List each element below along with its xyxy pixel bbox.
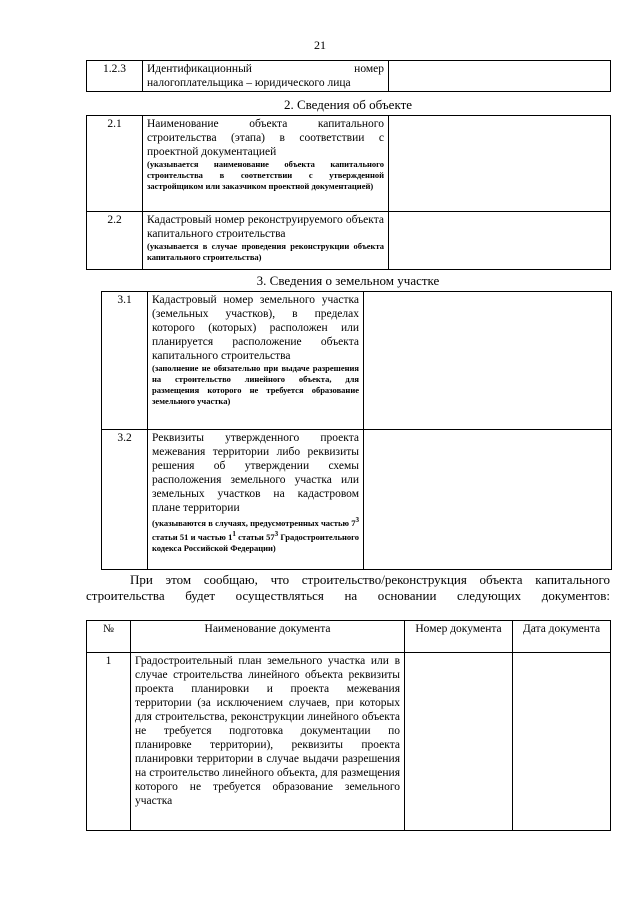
field-note: (заполнение не обязательно при выдаче разрешения на строительство линейного объекта, для размещения которого не требуется образование земельного участка)	[152, 363, 359, 406]
field-note: (указывается в случае проведения реконструкции объекта капитального строительства)	[147, 241, 384, 262]
table-row	[87, 61, 611, 92]
note-part: Градостроительного кодекса Российской Федерации)	[152, 531, 359, 553]
object-table	[86, 115, 611, 270]
superscript: 3	[355, 516, 359, 524]
table-header-row	[87, 621, 611, 653]
value-cell[interactable]	[364, 430, 612, 570]
documents-table	[86, 620, 611, 831]
intro-paragraph-text: При этом сообщаю, что строительство/реконструкция объекта капитального строительства будет осуществляться на основании следующих документов:	[86, 572, 610, 603]
field-text: Кадастровый номер земельного участка (земельных участков), в пределах которого (которых) расположен или планируется расположение объекта капитального строительства	[152, 294, 359, 362]
field-label	[148, 430, 364, 570]
table-row	[87, 116, 611, 212]
superscript: 3	[274, 529, 279, 538]
value-cell[interactable]	[389, 61, 611, 92]
document-name: Градостроительный план земельного участка или в случае строительства линейного объекта реквизиты проекта планировки и проекта межевания территории (за исключением случаев, при которых для строительства, реконструкции линейного объекта не требуется подготовка документации по планировке территории), реквизиты проекта планировки территории в случае выдачи разрешения на строительство линейного объекта, для размещения которого не требуется образование земельного участка	[131, 653, 405, 831]
table-row	[102, 292, 612, 430]
field-label	[143, 61, 389, 92]
intro-paragraph	[86, 572, 610, 604]
row-number: 3.2	[102, 430, 148, 570]
section-title-land: 3. Сведения о земельном участке	[256, 273, 440, 288]
document-date-cell[interactable]	[513, 653, 611, 831]
page-number: 21	[314, 38, 326, 52]
value-cell[interactable]	[389, 212, 611, 270]
row-number: 1.2.3	[87, 61, 143, 92]
value-cell[interactable]	[389, 116, 611, 212]
row-number: 1	[87, 653, 131, 831]
value-cell[interactable]	[364, 292, 612, 430]
field-label	[148, 292, 364, 430]
field-label-line2: налогоплательщика – юридического лица	[147, 77, 351, 89]
field-note	[152, 515, 359, 554]
field-label-line1: Идентификационный номер	[147, 63, 384, 75]
note-part: статьи 57	[235, 531, 275, 542]
column-header: Дата документа	[513, 621, 611, 653]
field-text: Кадастровый номер реконструируемого объекта капитального строительства	[147, 214, 384, 240]
document-number-cell[interactable]	[405, 653, 513, 831]
table-row	[87, 212, 611, 270]
field-note: (указывается наименование объекта капитального строительства в соответствии с утвержденной застройщиком или заказчиком проектной документацией)	[147, 159, 384, 191]
superscript: 1	[232, 529, 236, 538]
field-label	[143, 212, 389, 270]
column-header: Наименование документа	[131, 621, 405, 653]
applicant-table	[86, 60, 611, 92]
field-text: Реквизиты утвержденного проекта межевания территории либо реквизиты решения об утверждении схемы расположения земельного участка или земельных участков на кадастровом плане территории	[152, 432, 359, 514]
field-label	[143, 116, 389, 212]
note-part: (указываются в случаях, предусмотренных частью 7	[152, 517, 356, 528]
note-part: статьи 51 и частью 1	[152, 531, 233, 542]
column-header: Номер документа	[405, 621, 513, 653]
column-header: №	[87, 621, 131, 653]
row-number: 2.2	[87, 212, 143, 270]
section-title-object: 2. Сведения об объекте	[283, 97, 413, 112]
table-row	[102, 430, 612, 570]
field-text: Наименование объекта капитального строительства (этапа) в соответствии с проектной документацией	[147, 118, 384, 158]
row-number: 2.1	[87, 116, 143, 212]
land-table	[101, 291, 612, 570]
row-number: 3.1	[102, 292, 148, 430]
table-row	[87, 653, 611, 831]
